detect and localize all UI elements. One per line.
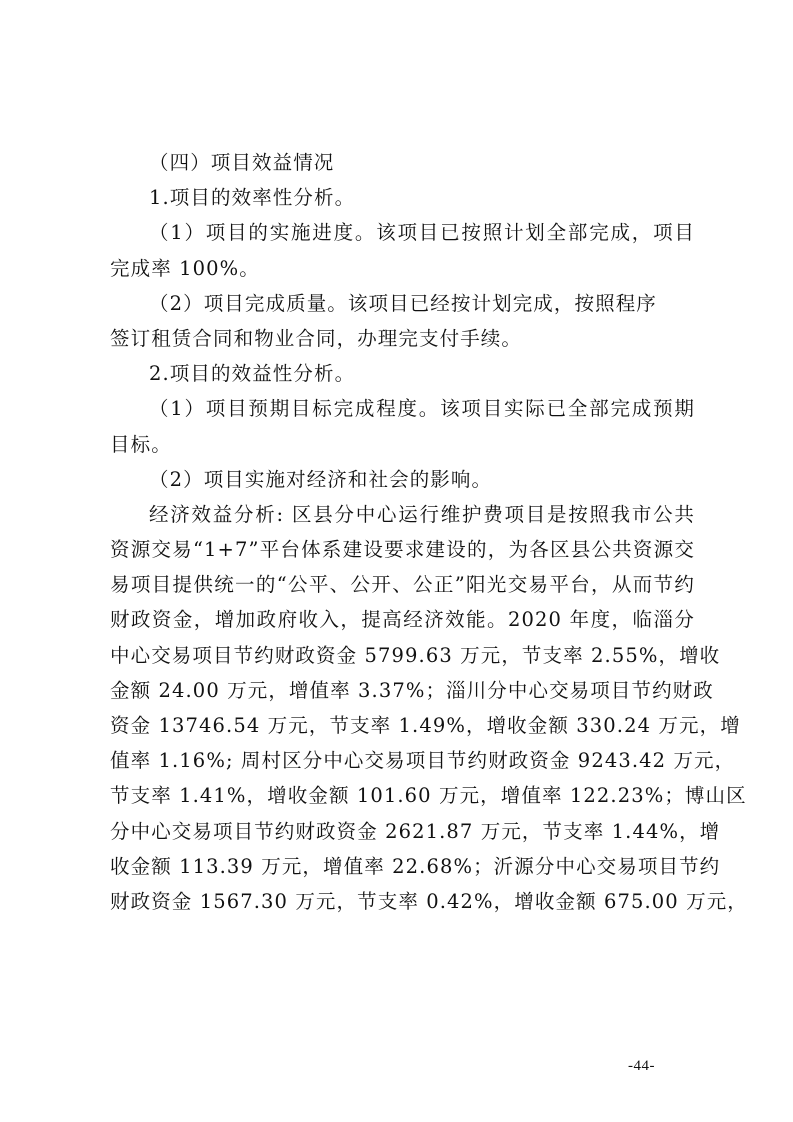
page-number: -44- bbox=[628, 1058, 655, 1074]
body-text bbox=[110, 145, 748, 919]
subsection-heading: 2.项目的效益性分析。 bbox=[149, 362, 356, 386]
paragraph-line: 资金 13746.54 万元，节支率 1.49%，增收金额 330.24 万元，增 bbox=[110, 714, 741, 737]
paragraph-line: 中心交易项目节约财政资金 5799.63 万元，节支率 2.55%，增收 bbox=[110, 643, 721, 667]
paragraph-line: （1）项目的实施进度。该项目已按照计划全部完成，项目 bbox=[149, 221, 695, 245]
section-heading: （四）项目效益情况 bbox=[149, 151, 335, 174]
subsection-heading: 1.项目的效率性分析。 bbox=[149, 186, 356, 210]
paragraph-line: 值率 1.16%; 周村区分中心交易项目节约财政资金 9243.42 万元， bbox=[110, 749, 736, 773]
paragraph-line: 节支率 1.41%，增收金额 101.60 万元，增值率 122.23%；博山区 bbox=[110, 784, 747, 808]
paragraph-line: 签订租赁合同和物业合同，办理完支付手续。 bbox=[110, 326, 523, 350]
paragraph-line: 目标。 bbox=[110, 432, 172, 456]
paragraph-line: 资源交易“1+7”平台体系建设要求建设的，为各区县公共资源交 bbox=[110, 538, 695, 562]
paragraph-line: 财政资金 1567.30 万元，节支率 0.42%，增收金额 675.00 万元， bbox=[110, 889, 748, 913]
paragraph-line: （1）项目预期目标完成程度。该项目实际已全部完成预期 bbox=[149, 397, 695, 421]
paragraph-line: 财政资金，增加政府收入，提高经济效能。2020 年度，临淄分 bbox=[110, 608, 695, 632]
paragraph-line: 收金额 113.39 万元，增值率 22.68%；沂源分中心交易项目节约 bbox=[110, 854, 721, 878]
paragraph-line: 金额 24.00 万元，增值率 3.37%；淄川分中心交易项目节约财政 bbox=[110, 678, 714, 702]
paragraph-line: （2）项目实施对经济和社会的影响。 bbox=[149, 467, 493, 491]
paragraph-line: 易项目提供统一的“公平、公开、公正”阳光交易平台，从而节约 bbox=[110, 573, 695, 597]
paragraph-line: 完成率 100%。 bbox=[110, 256, 260, 280]
paragraph-line: （2）项目完成质量。该项目已经按计划完成，按照程序 bbox=[149, 291, 657, 315]
paragraph-line: 经济效益分析: 区县分中心运行维护费项目是按照我市公共 bbox=[149, 502, 695, 526]
paragraph-line: 分中心交易项目节约财政资金 2621.87 万元，节支率 1.44%，增 bbox=[110, 819, 721, 843]
